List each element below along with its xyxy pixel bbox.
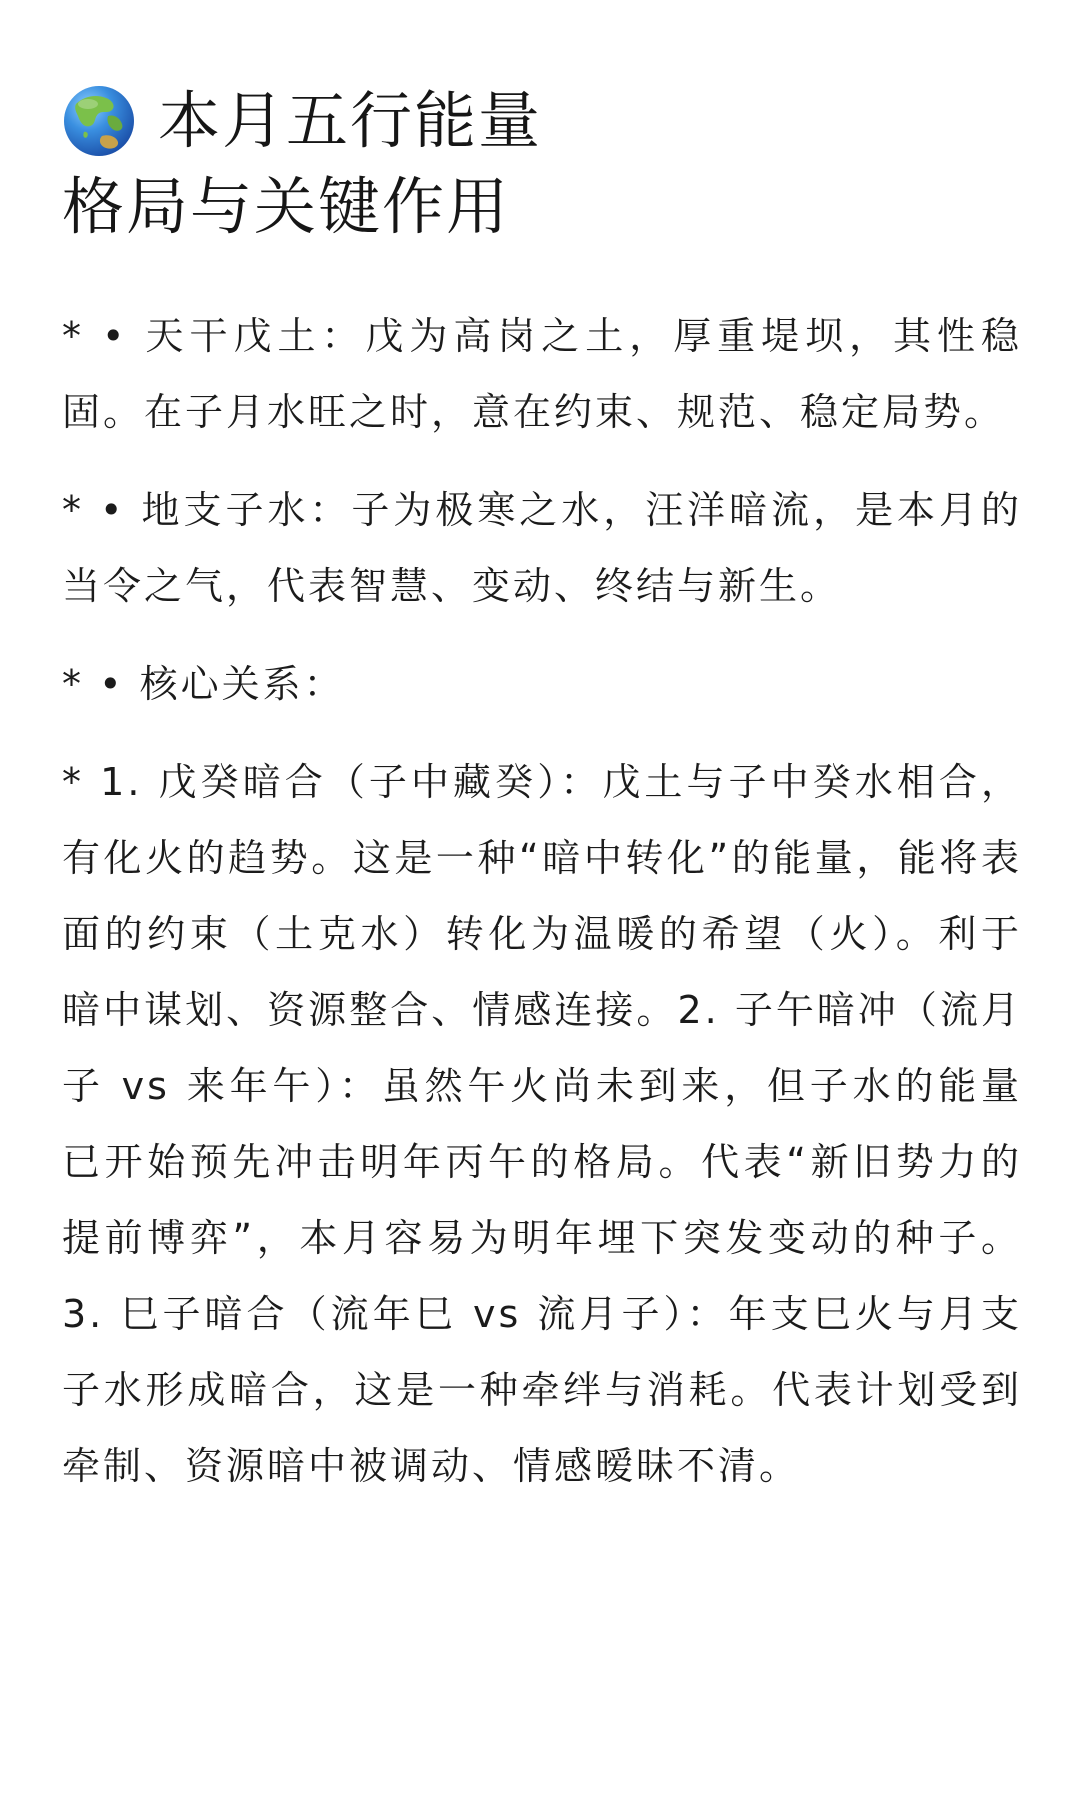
paragraph-text: 核心关系： [139,662,345,706]
title-block [62,80,1022,248]
paragraph-text: 1. 戊癸暗合（子中藏癸）：戊土与子中癸水相合，有化火的趋势。这是一种“暗中转化”的能量，能将表面的约束（土克水）转化为温暖的希望（火）。利于暗中谋划、资源整合、情感连接。2. 子午暗冲（流月子 vs 来年午）：虽然午火尚未到来，但子水的能量已开始预先冲击明年丙午的格局。代表“新旧势力的提前博弈”，本月容易为明年埋下突发变动的种子。3. 巳子暗合（流年巳 vs 流月子）：年支巳火与月支子水形成暗合，这是一种牵绊与消耗。代表计划受到牵制、资源暗中被调动、情感暧昧不清。 [62,760,1022,1488]
paragraph-tiangan [62,298,1022,450]
paragraph-text: 地支子水：子为极寒之水，汪洋暗流，是本月的当令之气，代表智慧、变动、终结与新生。 [62,488,1022,608]
page-title-line-1 [62,80,1022,162]
title-text-line-1: 本月五行能量 [158,84,543,157]
paragraph-text: 天干戊土：戊为高岗之土，厚重堤坝，其性稳固。在子月水旺之时，意在约束、规范、稳定局势。 [62,314,1022,434]
bullet-prefix: * • [62,488,142,532]
bullet-prefix: * • [62,314,146,358]
paragraph-relations-detail [62,744,1022,1504]
paragraph-core-relations [62,646,1022,722]
paragraph-dizhi [62,472,1022,624]
content-section [62,298,1022,1504]
bullet-prefix: * • [62,662,140,706]
bullet-prefix: * [62,760,101,804]
page-title-line-2: 格局与关键作用 [62,170,511,243]
globe-asia-australia-icon [62,84,136,158]
